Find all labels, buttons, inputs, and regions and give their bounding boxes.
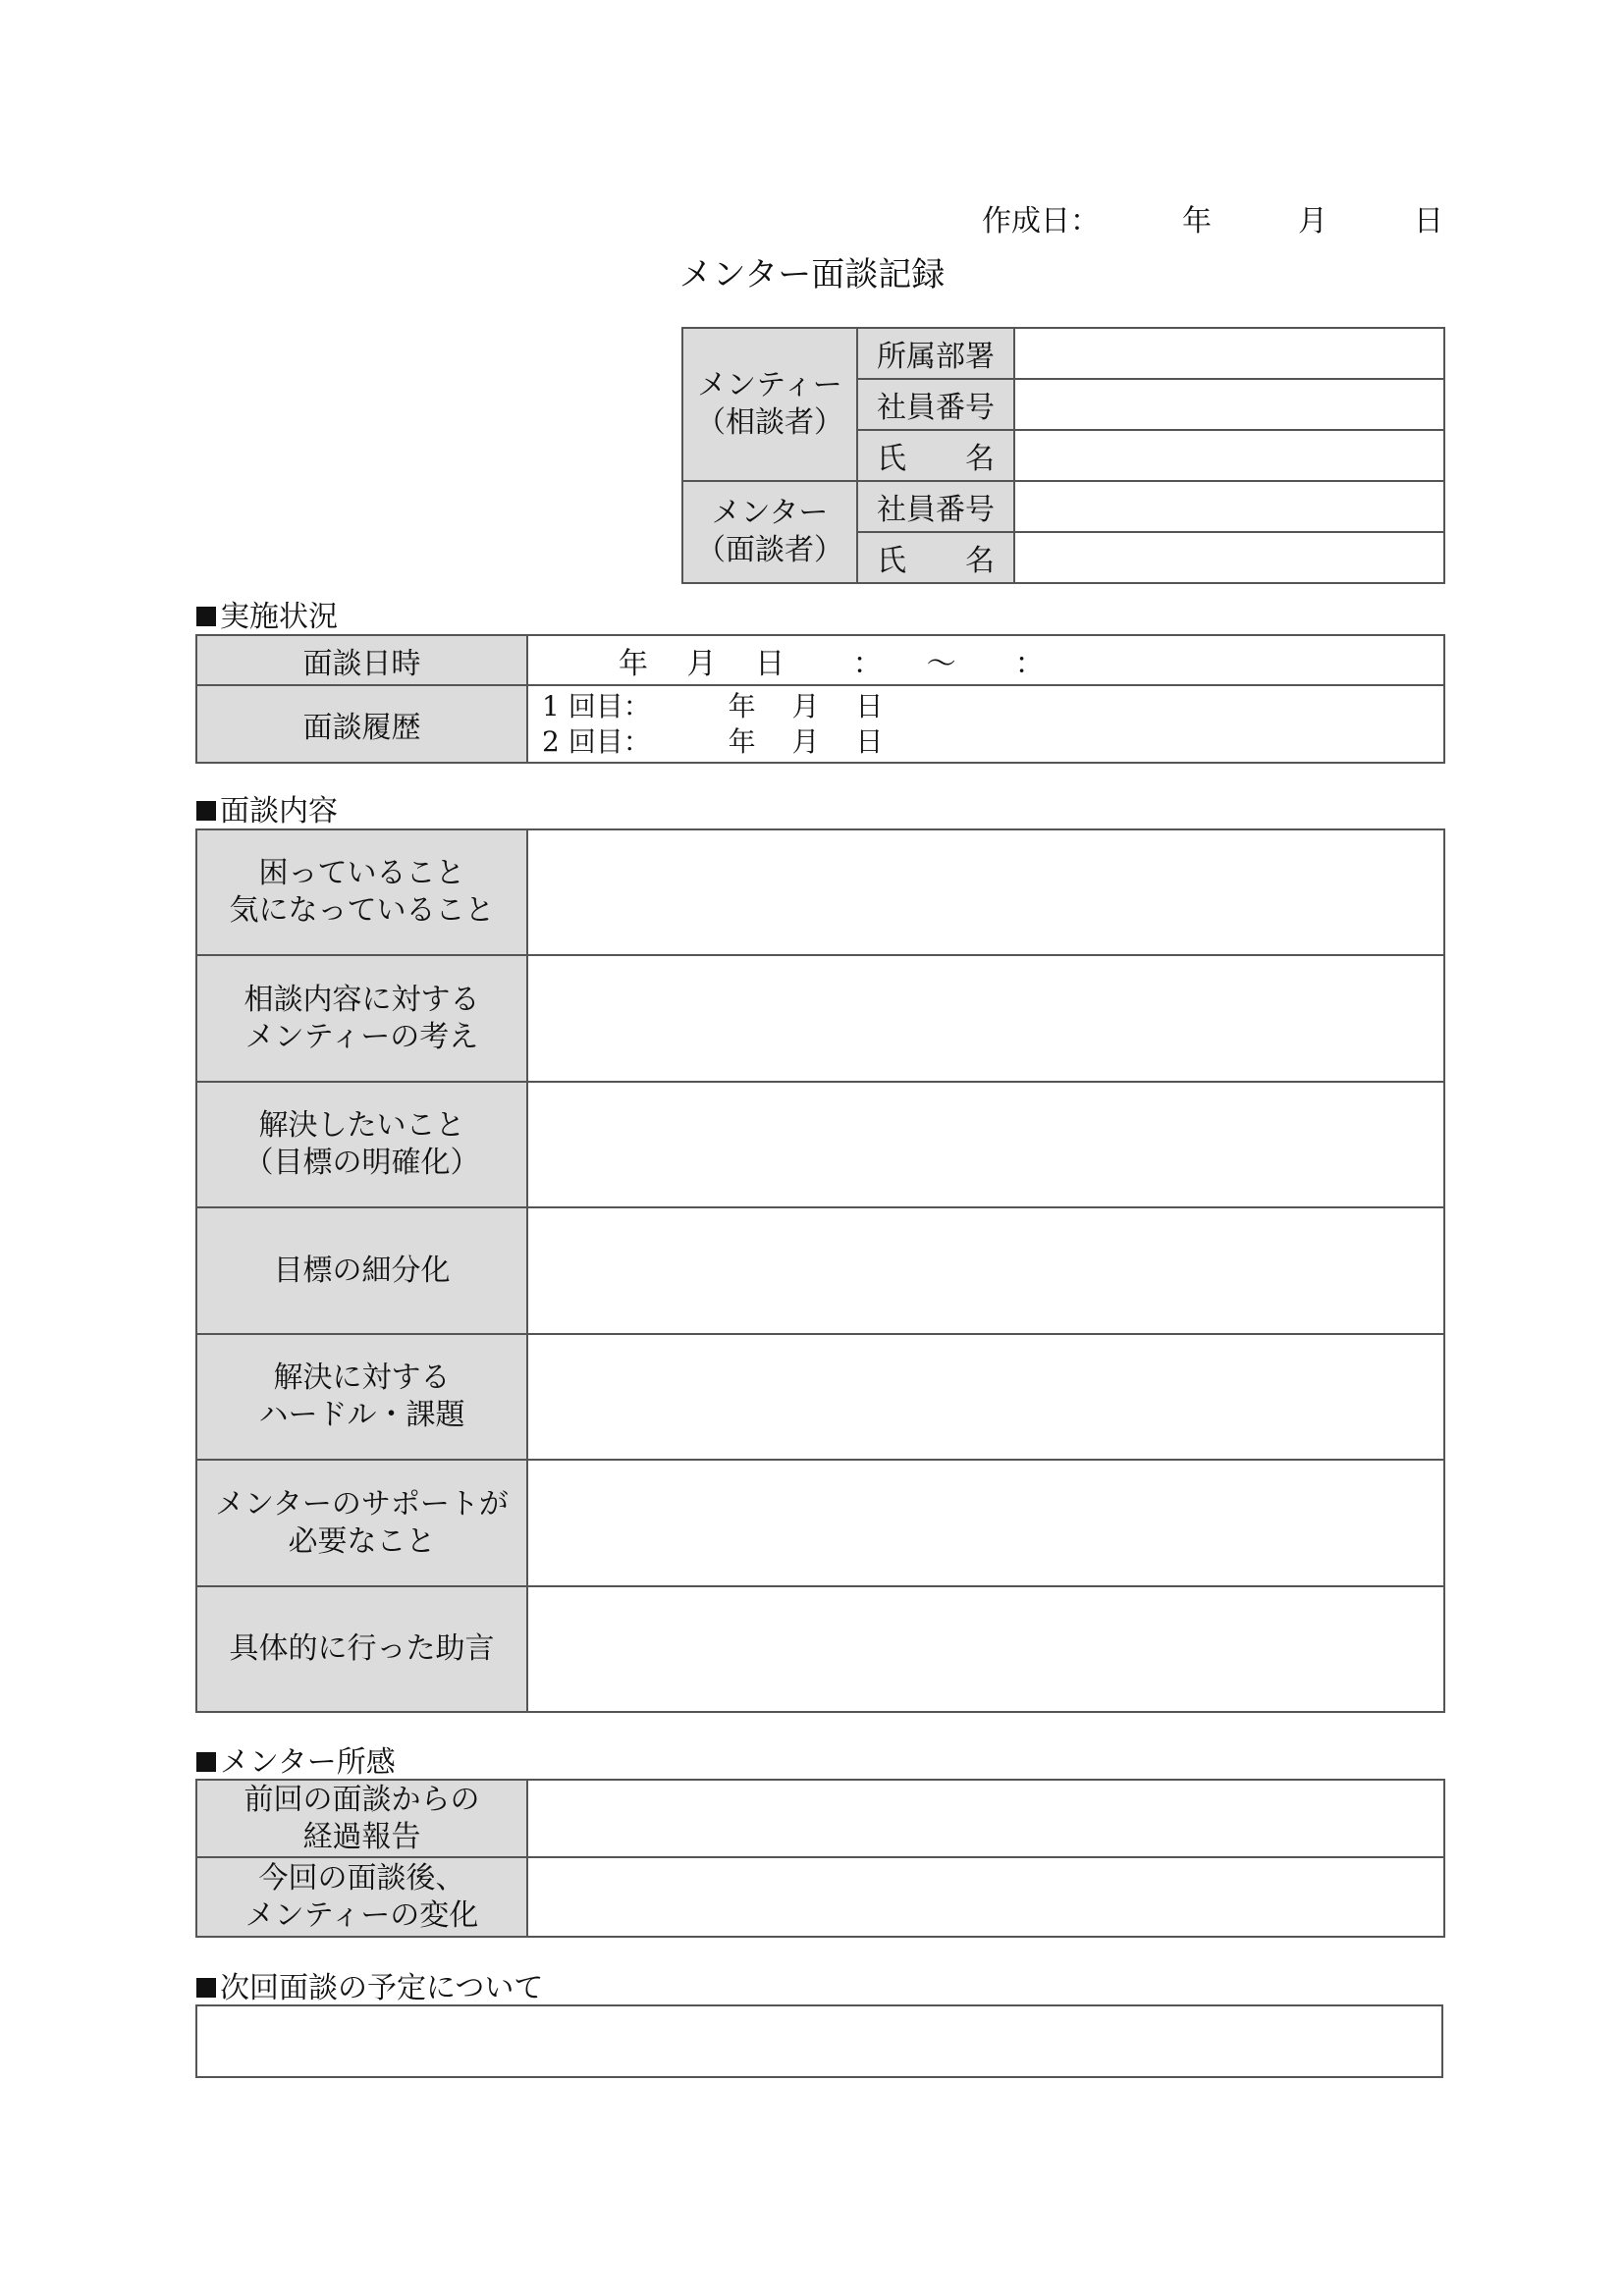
bullet-square-icon [196,1752,216,1772]
bullet-square-icon [196,1978,216,1998]
department-label: 所属部署 [857,328,1014,379]
content-table [195,828,1445,1713]
content-field-5[interactable] [527,1460,1444,1586]
mentee-label: メンティー （相談者） [682,328,857,481]
page-title: メンター面談記録 [678,255,946,294]
content-label-2: 解決したいこと （目標の明確化） [196,1082,527,1207]
bullet-square-icon [196,801,216,821]
content-label-0: 困っていること 気になっていること [196,829,527,955]
content-field-0[interactable] [527,829,1444,955]
content-field-3[interactable] [527,1207,1444,1334]
section-mentor-impression [196,1737,396,1781]
created-year: 年 [1182,204,1212,239]
content-label-3: 目標の細分化 [196,1207,527,1334]
section-next-label: 次回面談の予定について [220,1971,544,2005]
next-plan-field[interactable] [196,2005,1442,2077]
section-implementation [196,592,338,635]
created-label: 作成日： [982,204,1100,239]
mentee-employee-no-label: 社員番号 [857,379,1014,430]
impression-label-0: 前回の面談からの 経過報告 [196,1780,527,1857]
content-field-6[interactable] [527,1586,1444,1712]
section-next [196,1963,543,2006]
datetime-label: 面談日時 [196,635,527,685]
section-mentor-impression-label: メンター所感 [220,1745,396,1780]
mentor-employee-no-field[interactable] [1014,481,1444,532]
bullet-square-icon [196,607,216,626]
mentee-employee-no-field[interactable] [1014,379,1444,430]
created-day: 日 [1414,204,1443,239]
content-field-1[interactable] [527,955,1444,1082]
section-content [196,786,338,829]
content-field-4[interactable] [527,1334,1444,1460]
section-implementation-label: 実施状況 [220,600,338,634]
section-content-label: 面談内容 [220,794,338,828]
implementation-table [195,634,1445,764]
mentor-name-label: 氏 名 [857,532,1014,583]
impression-field-1[interactable] [527,1857,1444,1937]
history-1: 1 回目： 年 月 日 [542,689,884,722]
next-table [195,2004,1443,2078]
mentor-employee-no-label: 社員番号 [857,481,1014,532]
history-2: 2 回目： 年 月 日 [542,724,884,758]
impression-table [195,1779,1445,1938]
mentee-name-field[interactable] [1014,430,1444,481]
history-field[interactable] [527,685,1444,763]
content-label-5: メンターのサポートが 必要なこと [196,1460,527,1586]
mentee-department-field[interactable] [1014,328,1444,379]
person-table [681,327,1445,584]
content-label-4: 解決に対する ハードル・課題 [196,1334,527,1460]
mentee-name-label: 氏 名 [857,430,1014,481]
content-field-2[interactable] [527,1082,1444,1207]
mentor-name-field[interactable] [1014,532,1444,583]
datetime-field[interactable]: 年 月 日 ： ～ ： [527,635,1444,685]
impression-label-1: 今回の面談後、 メンティーの変化 [196,1857,527,1937]
content-label-1: 相談内容に対する メンティーの考え [196,955,527,1082]
content-label-6: 具体的に行った助言 [196,1586,527,1712]
history-label: 面談履歴 [196,685,527,763]
impression-field-0[interactable] [527,1780,1444,1857]
created-month: 月 [1298,204,1327,239]
mentor-label: メンター （面談者） [682,481,857,583]
